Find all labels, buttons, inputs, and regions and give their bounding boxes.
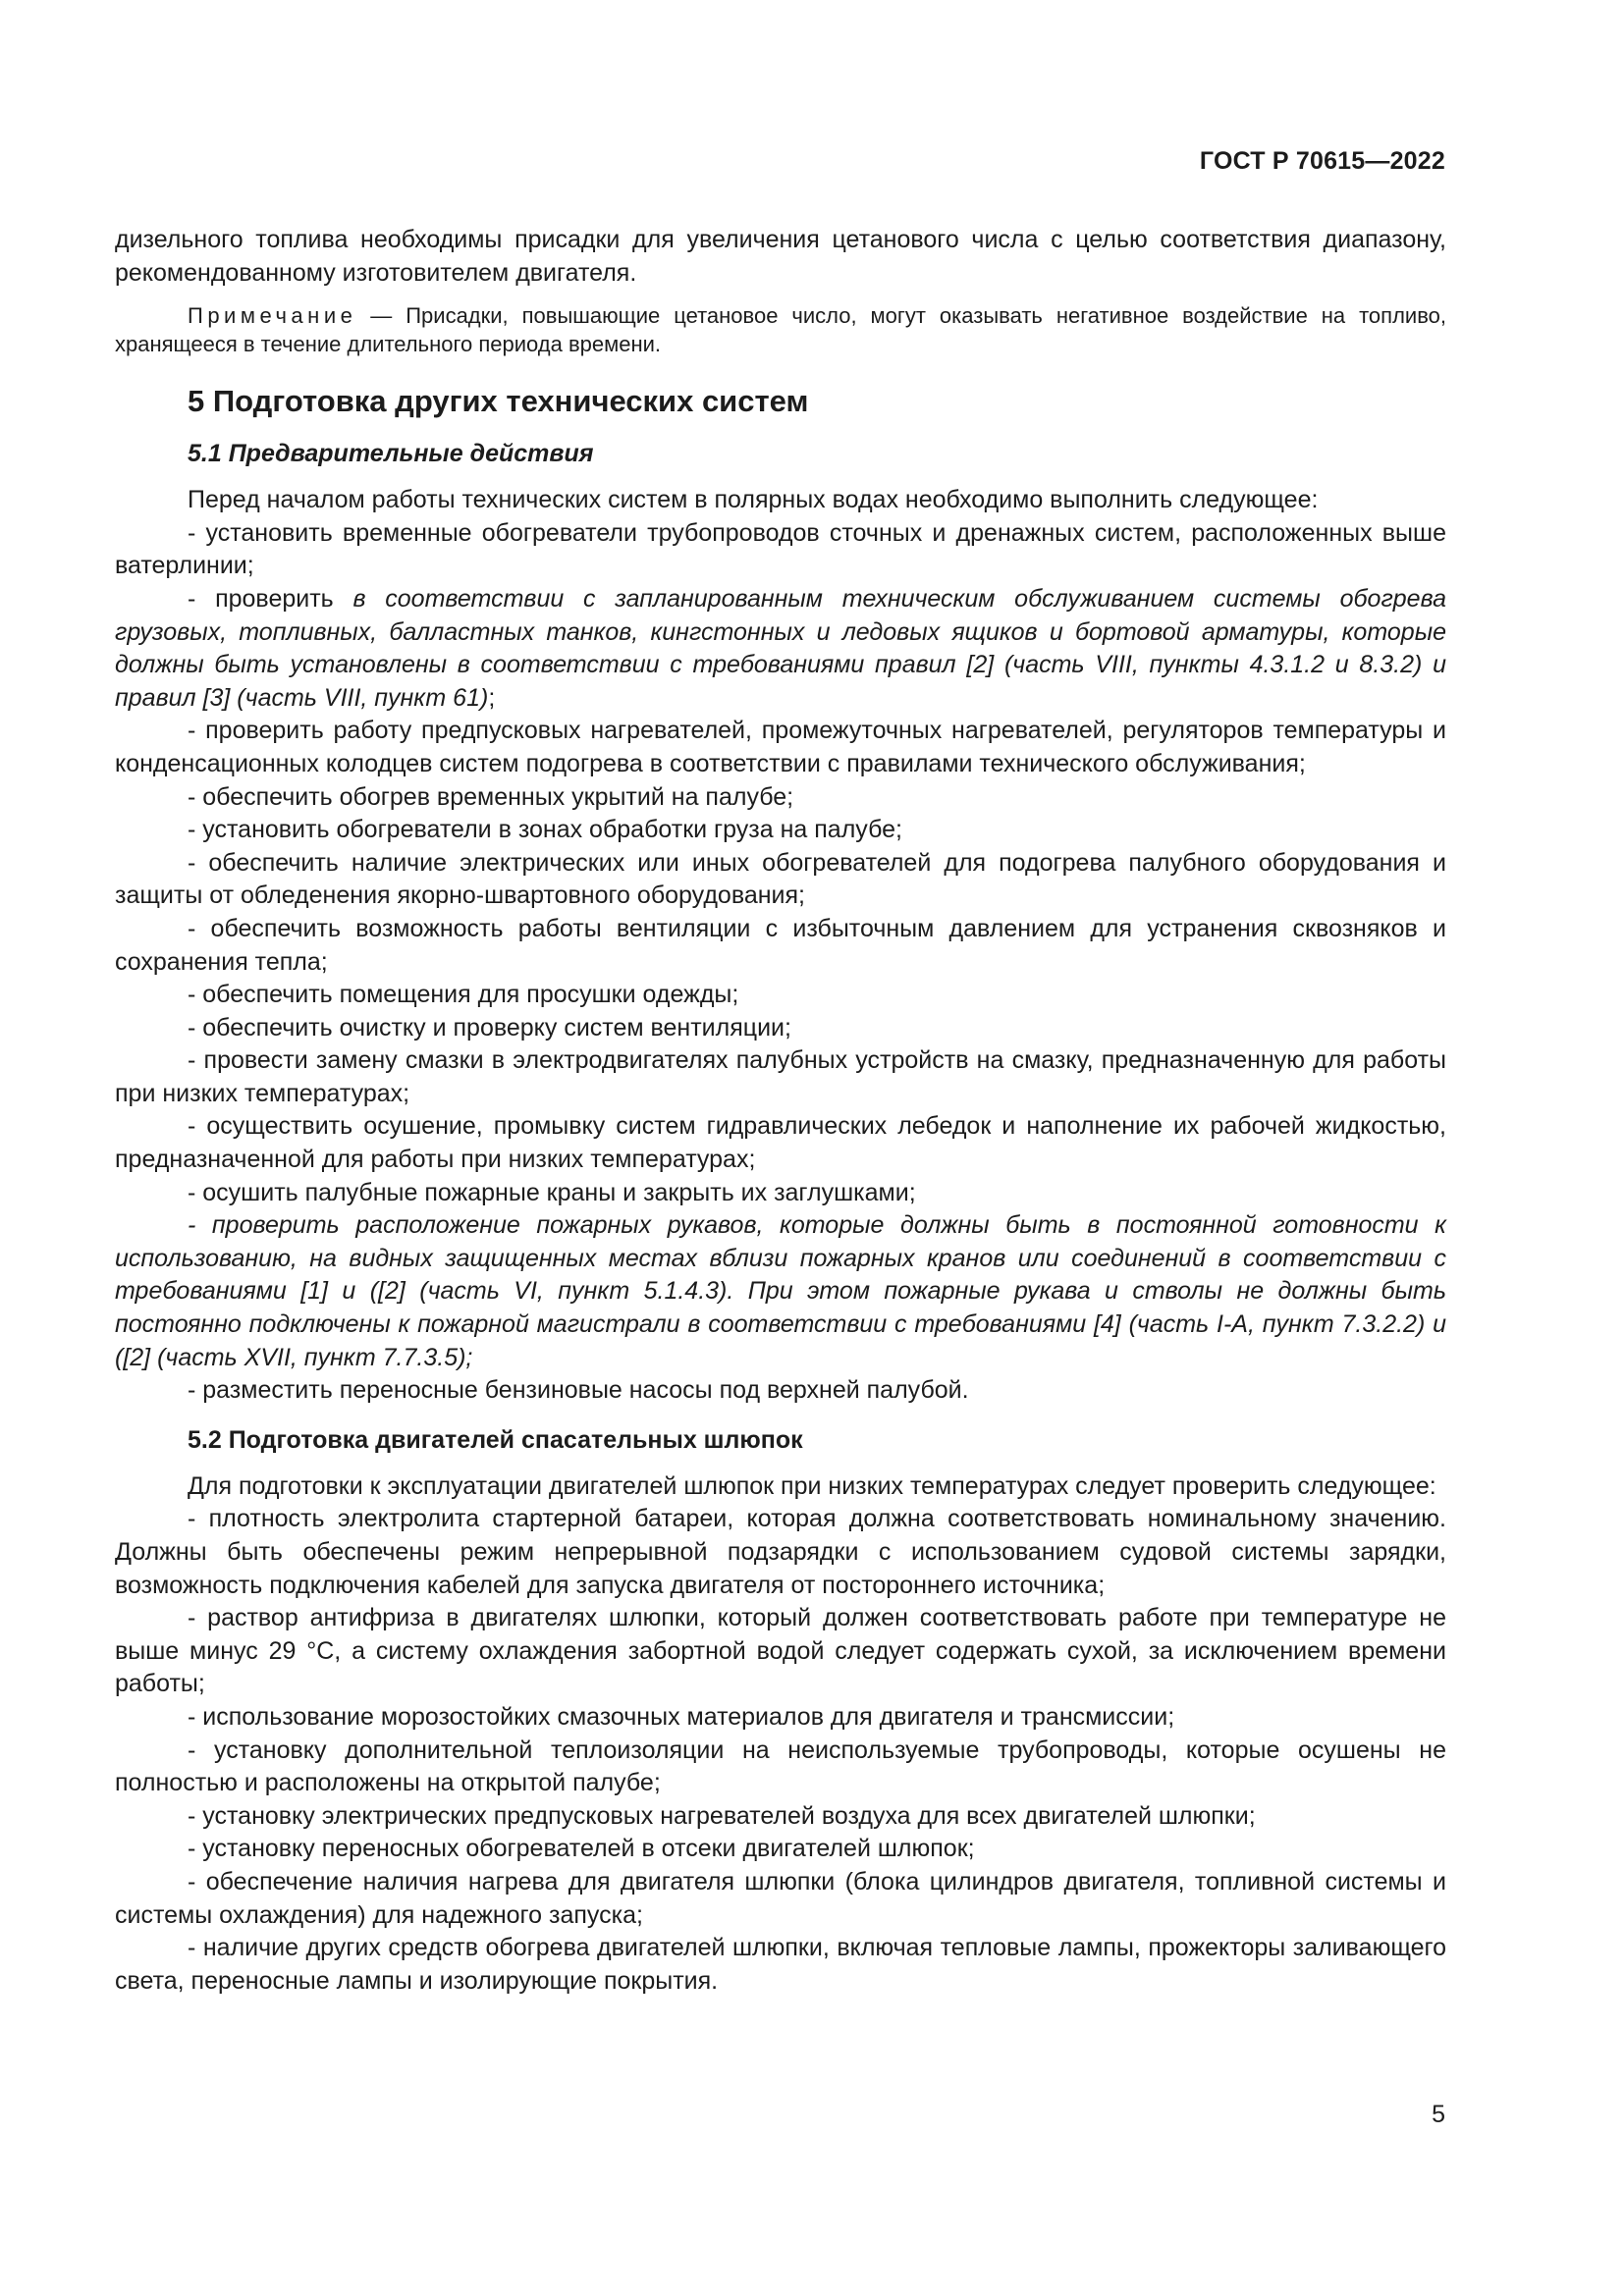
list-item: - установку дополнительной теплоизоляции на неиспользуемые трубопроводы, которые осушены не полностью и расположены на открытой палубе; <box>115 1735 1446 1797</box>
list-item: - использование морозостойких смазочных материалов для двигателя и трансмиссии; <box>188 1702 1175 1731</box>
list-item: - плотность электролита стартерной батареи, которая должна соответствовать номинальному значению. Должны быть обеспечены режим непрерывной подзарядки с использованием судовой системы зарядки, возможность подключения кабелей для запуска двигателя от постороннего источника; <box>115 1505 1446 1599</box>
list-item: - установку электрических предпусковых нагревателей воздуха для всех двигателей шлюпки; <box>188 1801 1256 1830</box>
note-label: Примечание <box>188 303 357 329</box>
list-item: - разместить переносные бензиновые насосы под верхней палубой. <box>188 1376 969 1405</box>
list-item: - установить обогреватели в зонах обработки груза на палубе; <box>188 816 902 844</box>
list-item: - осуществить осушение, промывку систем гидравлических лебедок и наполнение их рабочей жидкостью, предназначенной для работы при низких температурах; <box>115 1112 1446 1174</box>
list-item: - обеспечить возможность работы вентиляции с избыточным давлением для устранения сквозняков и сохранения тепла; <box>115 914 1446 976</box>
list-item-italic-text: в соответствии с запланированным техническим обслуживанием системы обогрева грузовых, топливных, балластных танков, кингстонных и ледовых ящиков и бортовой арматуры, которые должны быть установлены в соответствии с требованиями правил [2] (часть VIII, пункты 4.3.1.2 и 8.3.2) и правил [3] (часть VIII, пункт 61) <box>115 584 1446 712</box>
intro-paragraph: дизельного топлива необходимы присадки для увеличения цетанового числа с целью соответствия диапазону, рекомендованному изготовителем двигателя. <box>115 226 1446 287</box>
section-5-2-title: 5.2 Подготовка двигателей спасательных шлюпок <box>188 1425 803 1454</box>
list-item: - обеспечение наличия нагрева для двигателя шлюпки (блока цилиндров двигателя, топливной системы и системы охлаждения) для надежного запуска; <box>115 1867 1446 1929</box>
list-item: - провести замену смазки в электродвигателях палубных устройств на смазку, предназначенную для работы при низких температурах; <box>115 1046 1446 1107</box>
list-item: - раствор антифриза в двигателях шлюпки, который должен соответствовать работе при температуре не выше минус 29 °С, а систему охлаждения забортной водой следует содержать сухой, за исключением времени работы; <box>115 1604 1446 1698</box>
list-item: - проверить работу предпусковых нагревателей, промежуточных нагревателей, регуляторов температуры и конденсационных колодцев систем подогрева в соответствии с правилами технического обслуживания; <box>115 717 1446 777</box>
list-item: - осушить палубные пожарные краны и закрыть их заглушками; <box>188 1178 916 1206</box>
list-item: - установить временные обогреватели трубопроводов сточных и дренажных систем, расположенных выше ватерлинии; <box>115 518 1446 580</box>
list-item-suffix: ; <box>488 683 496 712</box>
list-item <box>115 583 1446 715</box>
list-item: - установку переносных обогревателей в отсеки двигателей шлюпок; <box>188 1835 975 1863</box>
list-item-prefix: - проверить <box>188 584 353 613</box>
page-content <box>115 224 1446 1998</box>
section-5-1-title: 5.1 Предварительные действия <box>188 440 594 468</box>
document-code: ГОСТ Р 70615—2022 <box>1199 147 1445 175</box>
list-item: - обеспечить очистку и проверку систем вентиляции; <box>188 1013 791 1041</box>
section-5-1-intro: Перед началом работы технических систем в полярных водах необходимо выполнить следующее: <box>188 486 1319 514</box>
list-item: - обеспечить наличие электрических или иных обогревателей для подогрева палубного оборудования и защиты от обледенения якорно-швартовного оборудования; <box>115 848 1446 910</box>
page-number: 5 <box>1432 2101 1445 2128</box>
list-item: - обеспечить помещения для просушки одежды; <box>188 981 739 1009</box>
list-item: - проверить расположение пожарных рукавов, которые должны быть в постоянной готовности к использованию, на видных защищенных местах вблизи пожарных кранов или соединений в соответствии с требованиями [1] и ([2] (часть VI, пункт 5.1.4.3). При этом пожарные рукава и стволы не должны быть постоянно подключены к пожарной магистрали в соответствии с требованиями [4] (часть I-A, пункт 7.3.2.2) и ([2] (часть XVII, пункт 7.7.3.5); <box>115 1211 1446 1371</box>
section-5-title: 5 Подготовка других технических систем <box>188 384 809 419</box>
list-item: - наличие других средств обогрева двигателей шлюпки, включая тепловые лампы, прожекторы заливающего света, переносные лампы и изолирующие покрытия. <box>115 1934 1446 1995</box>
note-text: — Присадки, повышающие цетановое число, могут оказывать негативное воздействие на топливо, хранящееся в течение длительного периода времени. <box>115 303 1446 357</box>
section-5-2-intro: Для подготовки к эксплуатации двигателей шлюпок при низких температурах следует проверить следующее: <box>188 1471 1436 1500</box>
note <box>115 301 1446 358</box>
list-item: - обеспечить обогрев временных укрытий на палубе; <box>188 782 794 811</box>
